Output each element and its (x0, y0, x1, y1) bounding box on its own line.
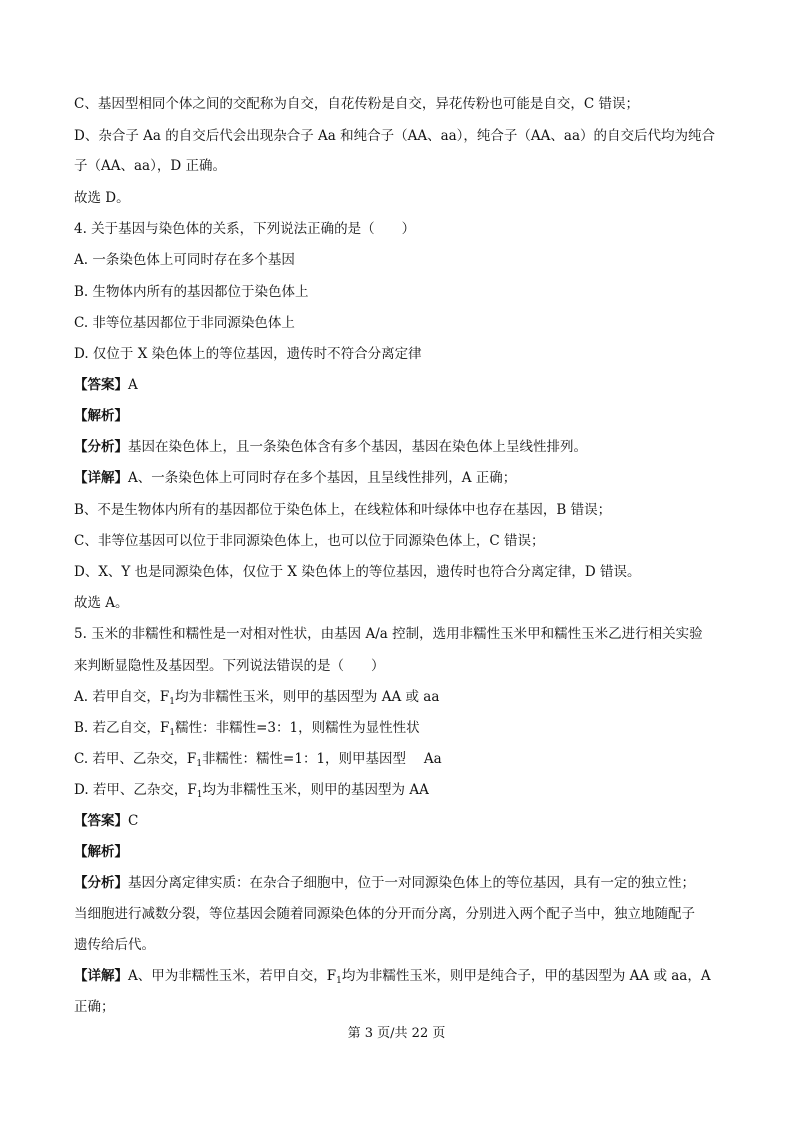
answer-line (74, 811, 138, 831)
option-b: B. 生物体内所有的基因都位于染色体上 (74, 284, 309, 300)
detail-tag: 【详解】 (74, 470, 128, 486)
option-d (74, 780, 429, 805)
text-line: 故选 A。 (74, 595, 129, 611)
text-line: 故选 D。 (74, 190, 130, 206)
analysis-heading (74, 406, 128, 426)
subscript: 1 (169, 728, 176, 738)
question-4-stem: 4. 关于基因与染色体的关系，下列说法正确的是（ ） (74, 221, 416, 237)
option-text: 均为非糯性玉米，则甲的基因型为 AA (202, 782, 429, 798)
analysis-sub-tag: 【分析】 (74, 875, 128, 891)
option-text: 糯性：非糯性=3：1，则糯性为显性性状 (175, 720, 420, 736)
subscript: 1 (196, 790, 203, 800)
subscript: 1 (196, 759, 203, 769)
analysis-heading (74, 842, 128, 862)
option-c: C. 非等位基因都位于非同源染色体上 (74, 315, 295, 331)
detail-text: 均为非糯性玉米，则甲是纯合子，甲的基因型为 AA 或 aa，A (341, 968, 711, 984)
answer-value: C (128, 813, 139, 829)
detail-text: A、甲为非糯性玉米，若甲自交，F (128, 968, 337, 984)
answer-line (74, 375, 138, 395)
option-text: 均为非糯性玉米，则甲的基因型为 AA 或 aa (174, 689, 440, 705)
question-5-stem-cont: 来判断显隐性及基因型。下列说法错误的是（ ） (74, 658, 385, 674)
text-line: 遗传给后代。 (74, 937, 155, 953)
option-a (74, 687, 439, 712)
analysis-sub-tag: 【分析】 (74, 439, 128, 455)
option-text: 非糯性：糯性=1：1，则甲基因型 Aa (202, 751, 442, 767)
text-line: D、杂合子 Aa 的自交后代会出现杂合子 Aa 和纯合子（AA、aa），纯合子（AA、aa）的自交后代均为纯合 (74, 128, 716, 144)
detail-line (74, 468, 516, 488)
answer-value: A (128, 377, 138, 393)
detail-text: A、一条染色体上可同时存在多个基因，且呈线性排列，A 正确； (128, 470, 517, 486)
text-line: 当细胞进行减数分裂，等位基因会随着同源染色体的分开而分离，分别进入两个配子当中，独立地随配子 (74, 906, 695, 922)
option-text: C. 若甲、乙杂交，F (74, 751, 197, 767)
analysis-tag: 【解析】 (74, 844, 128, 860)
text-line: C、基因型相同个体之间的交配称为自交，自花传粉是自交，异花传粉也可能是自交，C 错误； (74, 96, 639, 112)
option-c (74, 749, 442, 774)
subscript: 1 (336, 976, 342, 986)
analysis-tag: 【解析】 (74, 408, 128, 424)
question-5-stem: 5. 玉米的非糯性和糯性是一对相对性状，由基因 A/a 控制，选用非糯性玉米甲和糯性玉米乙进行相关实验 (74, 626, 703, 642)
analysis-text: 基因分离定律实质：在杂合子细胞中，位于一对同源染色体上的等位基因，具有一定的独立性； (128, 875, 695, 891)
analysis-text: 基因在染色体上，且一条染色体含有多个基因，基因在染色体上呈线性排列。 (128, 439, 587, 455)
option-text: D. 若甲、乙杂交，F (74, 782, 197, 798)
text-line: D、X、Y 也是同源染色体，仅位于 X 染色体上的等位基因，遗传时也符合分离定律，D 错误。 (74, 564, 641, 580)
text-line: 子（AA、aa），D 正确。 (74, 158, 226, 174)
option-d: D. 仅位于 X 染色体上的等位基因，遗传时不符合分离定律 (74, 346, 422, 362)
page-footer: 第 3 页/共 22 页 (347, 1026, 446, 1041)
text-line: B、不是生物体内所有的基因都位于染色体上，在线粒体和叶绿体中也存在基因，B 错误； (74, 502, 612, 518)
answer-tag: 【答案】 (74, 813, 128, 829)
option-a: A. 一条染色体上可同时存在多个基因 (74, 252, 295, 268)
detail-line (74, 966, 711, 991)
subscript: 1 (169, 697, 175, 707)
detail-tag: 【详解】 (74, 968, 128, 984)
answer-tag: 【答案】 (74, 377, 128, 393)
analysis-line (74, 873, 695, 893)
option-text: B. 若乙自交，F (74, 720, 170, 736)
option-b (74, 718, 420, 743)
option-text: A. 若甲自交，F (74, 689, 170, 705)
text-line: 正确； (74, 999, 115, 1015)
text-line: C、非等位基因可以位于非同源染色体上，也可以位于同源染色体上，C 错误； (74, 533, 545, 549)
analysis-line (74, 437, 587, 457)
